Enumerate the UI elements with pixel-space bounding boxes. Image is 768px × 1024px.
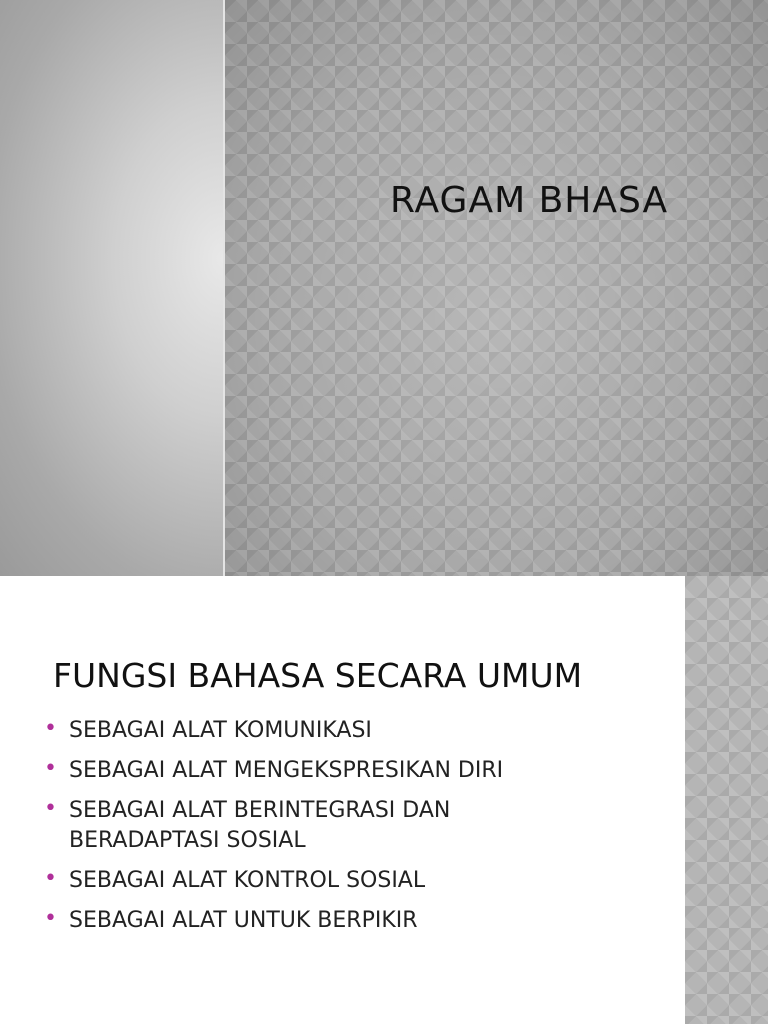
list-item-text: SEBAGAI ALAT KOMUNIKASI xyxy=(69,718,372,743)
list-item xyxy=(44,796,564,856)
list-item xyxy=(44,756,564,786)
bullet-icon: • xyxy=(44,906,57,931)
bullet-icon: • xyxy=(44,716,57,741)
bullet-icon: • xyxy=(44,866,57,891)
list-item-text: SEBAGAI ALAT UNTUK BERPIKIR xyxy=(69,908,418,933)
list-item xyxy=(44,906,564,936)
pattern-strip xyxy=(685,576,768,1024)
bullet-icon: • xyxy=(44,756,57,781)
list-item xyxy=(44,866,564,896)
bullet-icon: • xyxy=(44,796,57,821)
list-item-text: SEBAGAI ALAT KONTROL SOSIAL xyxy=(69,868,426,893)
slide-content xyxy=(0,576,768,1024)
content-heading: FUNGSI BAHASA SECARA UMUM xyxy=(53,656,583,695)
gradient-panel xyxy=(0,0,223,576)
list-item-text: SEBAGAI ALAT BERINTEGRASI DAN BERADAPTASI SOSIAL xyxy=(69,798,451,853)
list-item-text: SEBAGAI ALAT MENGEKSPRESIKAN DIRI xyxy=(69,758,504,783)
slide-title-text: RAGAM BHASA xyxy=(390,180,669,221)
diamond-pattern-background xyxy=(225,0,768,576)
bullet-list xyxy=(44,716,564,946)
list-item xyxy=(44,716,564,746)
